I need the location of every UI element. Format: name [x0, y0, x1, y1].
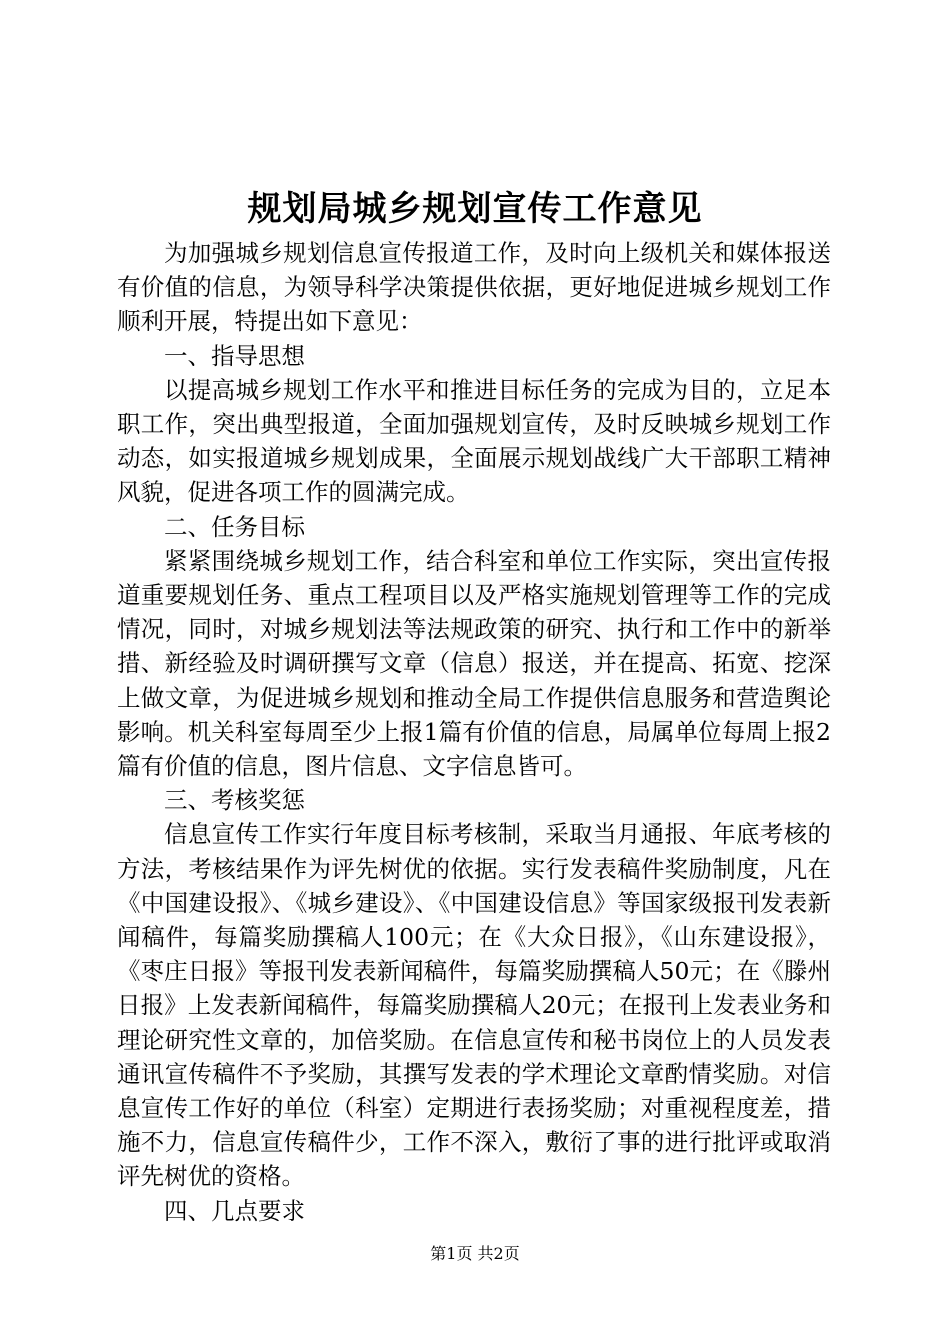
section-heading-task-goals: 二、任务目标 — [164, 512, 305, 541]
section-heading-assessment-rewards: 三、考核奖惩 — [164, 786, 305, 815]
intro-paragraph: 为加强城乡规划信息宣传报道工作，及时向上级机关和媒体报送有价值的信息，为领导科学决策提供依据，更好地促进城乡规划工作顺利开展，特提出如下意见： — [117, 239, 831, 336]
section-heading-requirements: 四、几点要求 — [164, 1196, 305, 1225]
section-paragraph: 以提高城乡规划工作水平和推进目标任务的完成为目的，立足本职工作，突出典型报道，全面加强规划宣传，及时反映城乡规划工作动态，如实报道城乡规划成果，全面展示规划战线广大干部职工精神风貌，促进各项工作的圆满完成。 — [117, 375, 831, 507]
section-paragraph: 紧紧围绕城乡规划工作，结合科室和单位工作实际，突出宣传报道重要规划任务、重点工程项目以及严格实施规划管理等工作的完成情况，同时，对城乡规划法等法规政策的研究、执行和工作中的新举措、新经验及时调研撰写文章（信息）报送，并在提高、拓宽、挖深上做文章，为促进城乡规划和推动全局工作提供信息服务和营造舆论影响。机关科室每周至少上报1篇有价值的信息，局属单位每周上报2篇有价值的信息，图片信息、文字信息皆可。 — [117, 546, 831, 781]
document-body — [117, 236, 831, 1228]
page-number-footer: 第1页 共2页 — [430, 1244, 520, 1263]
section-paragraph: 信息宣传工作实行年度目标考核制，采取当月通报、年底考核的方法，考核结果作为评先树优的依据。实行发表稿件奖励制度，凡在《中国建设报》、《城乡建设》、《中国建设信息》等国家级报刊发表新闻稿件，每篇奖励撰稿人100元；在《大众日报》，《山东建设报》，《枣庄日报》等报刊发表新闻稿件，每篇奖励撰稿人50元；在《滕州日报》上发表新闻稿件，每篇奖励撰稿人20元；在报刊上发表业务和理论研究性文章的，加倍奖励。在信息宣传和秘书岗位上的人员发表通讯宣传稿件不予奖励，其撰写发表的学术理论文章酌情奖励。对信息宣传工作好的单位（科室）定期进行表扬奖励；对重视程度差，措施不力，信息宣传稿件少，工作不深入，敷衍了事的进行批评或取消评先树优的资格。 — [117, 820, 831, 1191]
document-title: 规划局城乡规划宣传工作意见 — [247, 189, 703, 229]
section-heading-guiding-ideology: 一、指导思想 — [164, 341, 305, 370]
